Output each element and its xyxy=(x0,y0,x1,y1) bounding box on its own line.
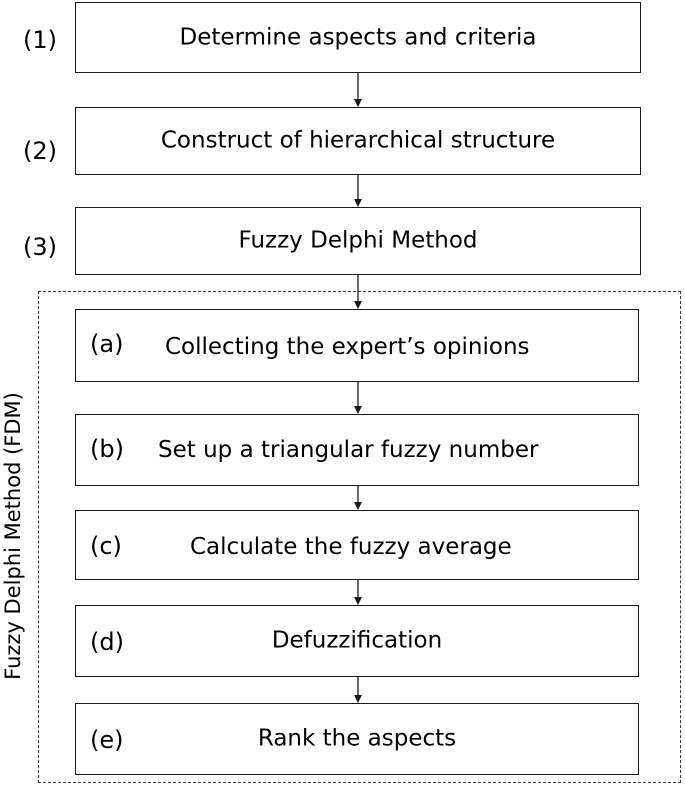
substep-b-box xyxy=(75,414,639,486)
substep-e-letter: (e) xyxy=(90,726,124,754)
step-1-number: (1) xyxy=(23,26,57,54)
step-3-number: (3) xyxy=(23,233,57,261)
substep-d-letter: (d) xyxy=(90,628,124,656)
substep-b-letter: (b) xyxy=(90,435,124,463)
step-1-box xyxy=(75,2,641,73)
substep-a-box xyxy=(75,309,639,382)
substep-e-text: Rank the aspects xyxy=(257,725,457,752)
substep-b-text: Set up a triangular fuzzy number xyxy=(158,437,539,463)
step-3-box xyxy=(75,207,641,275)
step-3-text: Fuzzy Delphi Method xyxy=(238,227,478,254)
step-2-box xyxy=(75,107,641,175)
substep-c-letter: (c) xyxy=(90,532,122,560)
step-1-text: Determine aspects and criteria xyxy=(179,24,537,50)
substep-e-box xyxy=(75,703,639,775)
fdm-frame-label: Fuzzy Delphi Method (FDM) xyxy=(1,392,25,680)
substep-c-box xyxy=(75,510,639,580)
step-2-text: Construct of hierarchical structure xyxy=(160,127,556,154)
substep-d-text: Defuzzification xyxy=(271,627,443,654)
step-2-number: (2) xyxy=(23,137,57,165)
substep-a-text: Collecting the expert’s opinions xyxy=(165,334,530,360)
substep-c-text: Calculate the fuzzy average xyxy=(190,534,512,560)
substep-d-box xyxy=(75,605,639,677)
substep-a-letter: (a) xyxy=(90,330,124,358)
